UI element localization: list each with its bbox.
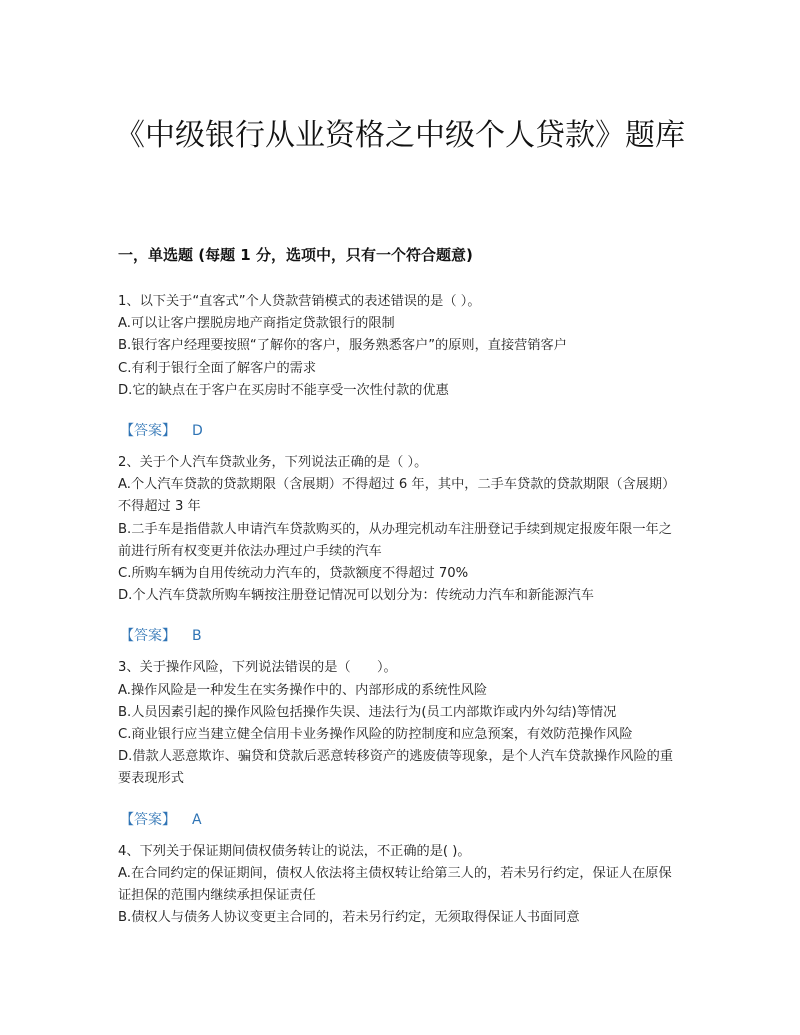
section-heading: 一，单选题 (每题 1 分，选项中，只有一个符合题意) [118, 246, 473, 264]
answer-label: 【答案】 [120, 423, 176, 440]
option-a: A.操作风险是一种发生在实务操作中的、内部形成的系统性风险 [118, 682, 488, 698]
option-d: D.它的缺点在于客户在买房时不能享受一次性付款的优惠 [118, 382, 449, 398]
option-c: C.所购车辆为自用传统动力汽车的，贷款额度不得超过 70% [118, 566, 469, 582]
option-c: C.有利于银行全面了解客户的需求 [118, 360, 317, 376]
question-stem: 2、关于个人汽车贷款业务，下列说法正确的是（ ）。 [118, 455, 428, 471]
option-c: C.商业银行应当建立健全信用卡业务操作风险的防控制度和应急预案，有效防范操作风险 [118, 727, 633, 743]
answer-letter: B [192, 628, 202, 645]
option-b: B.人员因素引起的操作风险包括操作失误、违法行为(员工内部欺诈或内外勾结)等情况 [118, 704, 617, 720]
question-2 [118, 452, 684, 647]
answer-label: 【答案】 [120, 628, 176, 645]
answer-letter: D [192, 423, 203, 440]
answer-line [118, 809, 684, 831]
question-stem: 3、关于操作风险，下列说法错误的是（ ）。 [118, 660, 397, 676]
answer-label: 【答案】 [120, 811, 176, 828]
question-list [118, 291, 684, 929]
option-b: B.二手车是指借款人申请汽车贷款购买的，从办理完机动车注册登记手续到规定报废年限一年之前进行所有权变更并依法办理过户手续的汽车 [118, 521, 672, 559]
option-a: A.个人汽车贷款的贷款期限（含展期）不得超过 6 年，其中，二手车贷款的贷款期限（含展期）不得超过 3 年 [118, 477, 676, 515]
option-b: B.债权人与债务人协议变更主合同的，若未另行约定，无须取得保证人书面同意 [118, 910, 580, 926]
option-a: A.可以让客户摆脱房地产商指定贷款银行的限制 [118, 316, 395, 332]
question-1 [118, 291, 684, 442]
question-stem: 4、下列关于保证期间债权债务转让的说法，不正确的是( )。 [118, 843, 471, 859]
option-b: B.银行客户经理要按照“了解你的客户，服务熟悉客户”的原则，直接营销客户 [118, 338, 567, 354]
answer-letter: A [192, 811, 202, 828]
option-d: D.个人汽车贷款所购车辆按注册登记情况可以划分为：传统动力汽车和新能源汽车 [118, 588, 594, 604]
question-4 [118, 841, 684, 930]
document-title: 《中级银行从业资格之中级个人贷款》题库 [115, 118, 685, 153]
answer-line [118, 625, 684, 647]
answer-line [118, 420, 684, 442]
question-stem: 1、以下关于“直客式”个人贷款营销模式的表述错误的是（ ）。 [118, 294, 481, 309]
option-d: D.借款人恶意欺诈、骗贷和贷款后恶意转移资产的逃废债等现象，是个人汽车贷款操作风险的重要表现形式 [118, 749, 674, 787]
question-3 [118, 657, 684, 830]
option-a: A.在合同约定的保证期间，债权人依法将主债权转让给第三人的，若未另行约定，保证人在原保证担保的范围内继续承担保证责任 [118, 865, 672, 904]
